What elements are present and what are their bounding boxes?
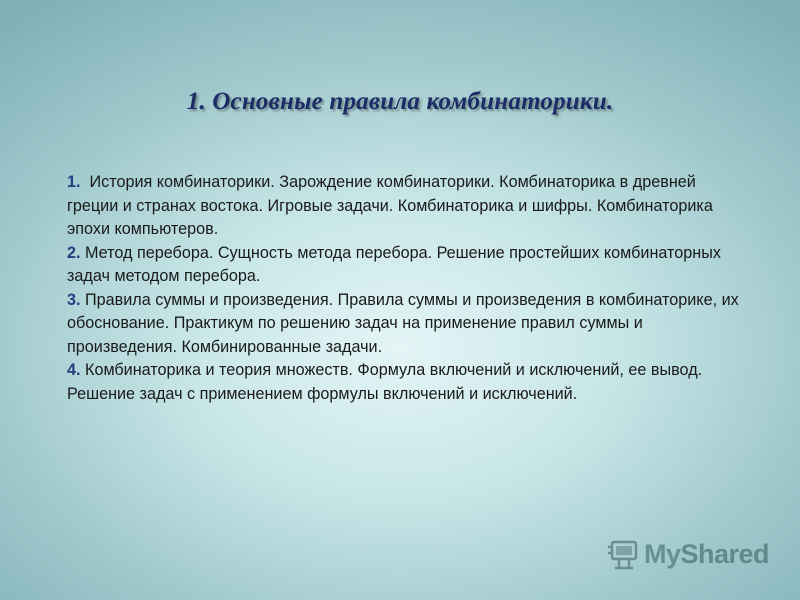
item-text: История комбинаторики. Зарождение комбинаторики. Комбинаторика в древней греции и странах востока. Игровые задачи. Комбинаторика и шифры. Комбинаторика эпохи компьютеров. — [67, 173, 718, 238]
item-text: Правила суммы и произведения. Правила суммы и произведения в комбинаторике, их обоснование. Практикум по решению задач на применение правил суммы и произведения. Комбинированные задачи. — [67, 290, 744, 356]
slide-content — [67, 171, 747, 406]
item-number: 1. — [67, 173, 81, 191]
slide-title: 1. Основные правила комбинаторики. — [186, 88, 614, 115]
logo-text-my: My — [644, 538, 681, 569]
list-item — [67, 171, 747, 242]
list-item — [67, 359, 747, 406]
myshared-logo-icon — [606, 536, 640, 572]
logo-text-shared: Shared — [680, 538, 770, 569]
item-text: Комбинаторика и теория множеств. Формула включений и исключений, ее вывод. Решение задач с применением формулы включений и исключений. — [67, 361, 707, 403]
item-number: 4. — [67, 361, 81, 379]
item-number: 3. — [67, 290, 81, 309]
item-number: 2. — [67, 243, 81, 262]
list-item — [67, 289, 747, 360]
list-item — [67, 242, 747, 289]
item-text: Метод перебора. Сущность метода перебора. Решение простейших комбинаторных задач методом перебора. — [67, 243, 726, 285]
myshared-logo-text — [644, 539, 769, 570]
myshared-watermark — [606, 534, 769, 574]
